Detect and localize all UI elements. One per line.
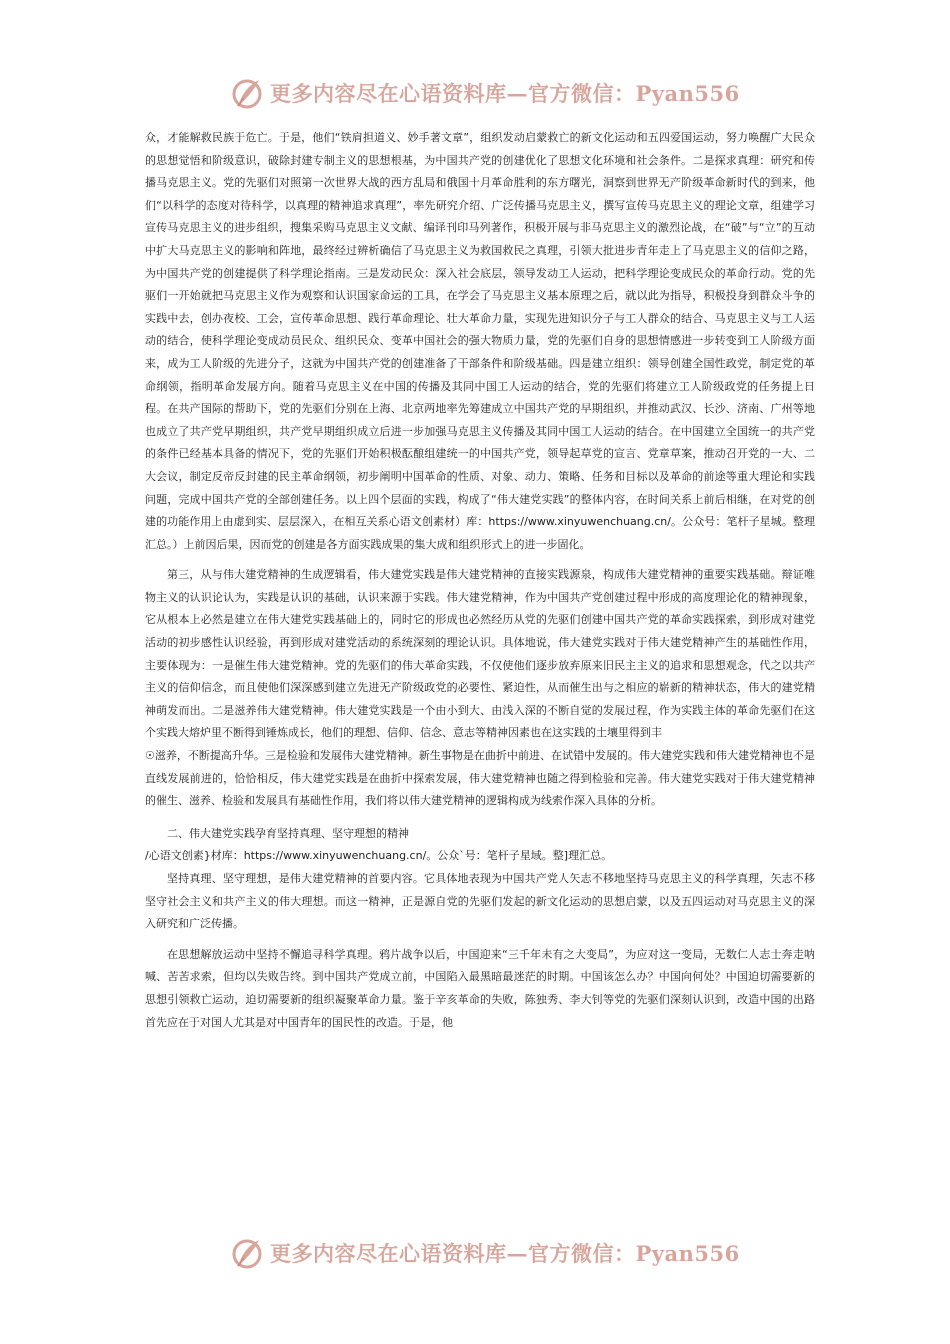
quill-pen-logo-icon bbox=[230, 76, 264, 110]
source-notice: /心语文创素}材库：https://www.xinyuwenchuang.cn/。公众`号：笔杆子星域。整]理汇总。 bbox=[145, 849, 613, 863]
header-banner bbox=[230, 76, 750, 110]
paragraph: 第三，从与伟大建党精神的生成逻辑看，伟大建党实践是伟大建党精神的直接实践源泉，构成伟大建党精神的重要实践基础。辩证唯物主义的认识论认为，实践是认识的基础，认识来源于实践。伟大建党精神，作为中国共产党创建过程中形成的高度理论化的精神现象，它从根本上必然是建立在伟大建党实践基础上的，同时它的形成也必然经历从党的先驱们创建中国共产党的革命实践探索，到形成对建党活动的初步感性认识经验，再到形成对建党活动的系统深刻的理论认识。具体地说，伟大建党实践对于伟大建党精神产生的基础性作用，主要体现为：一是催生伟大建党精神。党的先驱们的伟大革命实践，不仅使他们逐步放弃原来旧民主主义的追求和思想观念，代之以共产主义的信仰信念，而且使他们深深感到建立先进无产阶级政党的必要性、紧迫性，从而催生出与之相应的崭新的精神状态，伟大的建党精神萌发而出。二是滋养伟大建党精神。伟大建党实践是一个由小到大、由浅入深的不断自觉的发展过程，作为实践主体的革命先驱们在这个实践大熔炉里不断得到锤炼成长，他们的理想、信仰、信念、意志等精神因素也在这实践的土壤里得到丰 bbox=[145, 568, 815, 740]
quill-pen-logo-icon bbox=[230, 1236, 264, 1270]
paragraph: 众，才能解救民族于危亡。于是，他们“铁肩担道义、妙手著文章”，组织发动启蒙救亡的新文化运动和五四爱国运动，努力唤醒广大民众的思想觉悟和阶级意识，破除封建专制主义的思想根基，为中国共产党的创建优化了思想文化环境和社会条件。二是探求真理：研究和传播马克思主义。党的先驱们对照第一次世界大战的西方乱局和俄国十月革命胜利的东方曙光，洞察到世界无产阶级革命新时代的到来，他们“以科学的态度对待科学，以真理的精神追求真理”，率先研究介绍、广泛传播马克思主义，撰写宣传马克思主义的理论文章，组建学习宣传马克思主义的进步组织，搜集采购马克思主义文献、编译刊印马列著作，积极开展与非马克思主义的激烈论战，在“破”与“立”的互动中扩大马克思主义的影响和阵地，最终经过辨析确信了马克思主义为救国救民之真理，引领大批进步青年走上了马克思主义的信仰之路，为中国共产党的创建提供了科学理论指南。三是发动民众：深入社会底层，领导发动工人运动，把科学理论变成民众的革命行动。党的先驱们一开始就把马克思主义作为观察和认识国家命运的工具，在学会了马克思主义基本原理之后，就以此为指导，积极投身到群众斗争的实践中去，创办夜校、工会，宣传革命思想、践行革命理论、壮大革命力量，实现先进知识分子与工人群众的结合、马克思主义与工人运动的结合，使科学理论变成动员民众、组织民众、变革中国社会的强大物质力量，党的先驱们自身的思想情感进一步转变到工人阶级方面来，成为工人阶级的先进分子，这就为中国共产党的创建准备了干部条件和阶级基础。四是建立组织：领导创建全国性政党，制定党的革命纲领，指明革命发展方向。随着马克思主义在中国的传播及其同中国工人运动的结合，党的先驱们将建立工人阶级政党的任务提上日程。在共产国际的帮助下，党的先驱们分别在上海、北京两地率先筹建成立中国共产党的早期组织，并推动武汉、长沙、济南、广州等地也成立了共产党早期组织，共产党早期组织成立后进一步加强马克思主义传播及其同中国工人运动的结合。在中国建立全国统一的共产党的条件已经基本具备的情况下，党的先驱们开始积极酝酿组建统一的中国共产党，领导起草党的宣言、党章草案，推动召开党的一大、二大会议，制定反帝反封建的民主革命纲领，初步阐明中国革命的性质、对象、动力、策略、任务和目标以及革命的前途等重大理论和实践问题，完成中国共产党的全部创建任务。以上四个层面的实践，构成了“伟大建党实践”的整体内容，在时间关系上前后相继，在对党的创建的功能作用上由虚到实、层层深入，在相互关系心语文创素材）库：https://www.xinyuwenchuang.cn/。公众号：笔杆子星城。整理汇总。）上前因后果，因而党的创建是各方面实践成果的集大成和组织形式上的进一步固化。 bbox=[145, 131, 815, 551]
paragraph: 坚持真理、坚守理想，是伟大建党精神的首要内容。它具体地表现为中国共产党人矢志不移地坚持马克思主义的科学真理，矢志不移坚守社会主义和共产主义的伟大理想。而这一精神，正是源自党的先驱们发起的新文化运动的思想启蒙，以及五四运动对马克思主义的深入研究和广泛传播。 bbox=[145, 872, 815, 931]
paragraph: 在思想解放运动中坚持不懈追寻科学真理。鸦片战争以后，中国迎来“三千年未有之大变局”，为应对这一变局，无数仁人志士奔走呐喊、苦苦求索，但均以失败告终。到中国共产党成立前，中国陷入最黑暗最迷茫的时期。中国该怎么办？中国向何处？中国迫切需要新的思想引领救亡运动，迫切需要新的组织凝聚革命力量。鉴于辛亥革命的失败，陈独秀、李大钊等党的先驱们深刻认识到，改造中国的出路首先应在于对国人尤其是对中国青年的国民性的改造。于是，他 bbox=[145, 947, 815, 1029]
footer-banner bbox=[230, 1236, 750, 1270]
banner-text: 更多内容尽在心语资料库—官方微信：Pyan556 bbox=[270, 81, 740, 106]
banner-text: 更多内容尽在心语资料库—官方微信：Pyan556 bbox=[270, 1241, 740, 1266]
paragraph: ☉滋养，不断提高升华。三是检验和发展伟大建党精神。新生事物是在曲折中前进、在试错中发展的。伟大建党实践和伟大建党精神也不是直线发展前进的，恰恰相反，伟大建党实践是在曲折中探索发展，伟大建党精神也随之得到检验和完善。伟大建党实践对于伟大建党精神的催生、滋养、检验和发展具有基础性作用，我们将以伟大建党精神的逻辑构成为线索作深入具体的分析。 bbox=[145, 749, 815, 808]
section-heading: 二、伟大建党实践孕育坚持真理、坚守理想的精神 bbox=[167, 826, 409, 840]
document-body bbox=[145, 127, 815, 1034]
